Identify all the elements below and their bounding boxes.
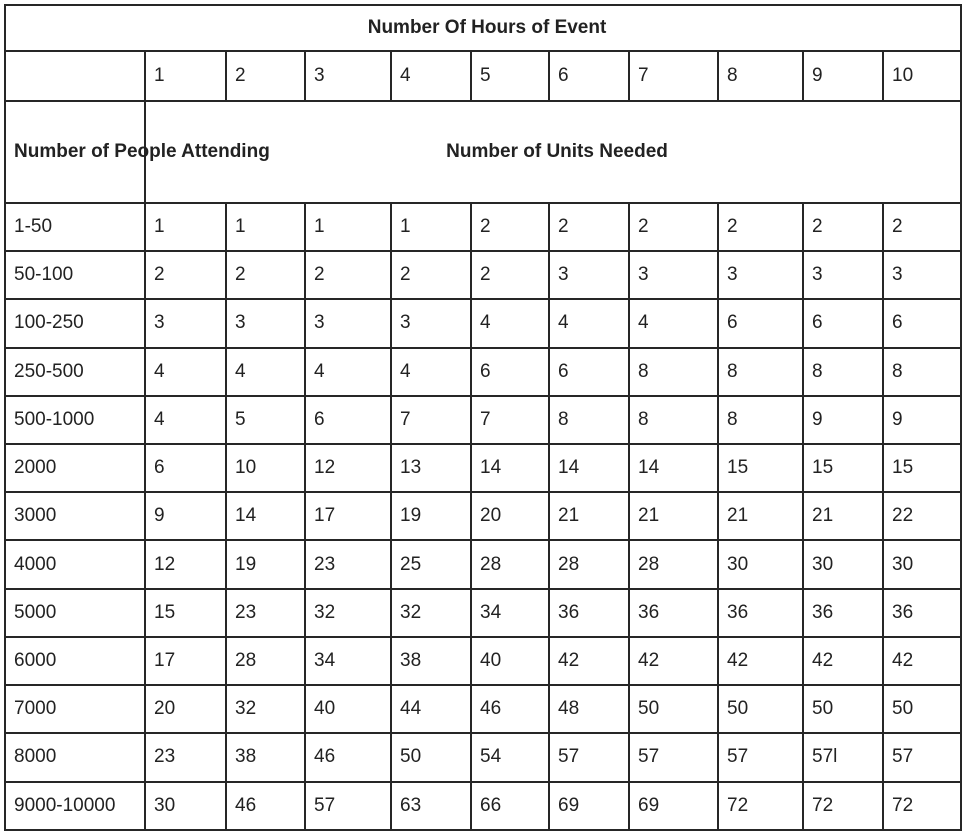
- units-cell: 8: [629, 348, 718, 396]
- corner-cell: [5, 51, 145, 101]
- units-cell: 46: [226, 782, 305, 830]
- units-cell: 4: [305, 348, 391, 396]
- units-cell: 21: [803, 492, 883, 540]
- units-cell: 3: [718, 251, 803, 299]
- units-cell: 28: [471, 540, 549, 588]
- units-needed-label: Number of Units Needed: [145, 101, 961, 202]
- units-cell: 14: [549, 444, 629, 492]
- people-range-cell: 5000: [5, 589, 145, 637]
- table-row: [5, 299, 961, 347]
- units-cell: 4: [629, 299, 718, 347]
- units-cell: 14: [629, 444, 718, 492]
- units-cell: 36: [883, 589, 961, 637]
- hour-header: 2: [226, 51, 305, 101]
- units-cell: 2: [803, 203, 883, 251]
- units-cell: 28: [629, 540, 718, 588]
- units-cell: 48: [549, 685, 629, 733]
- units-cell: 44: [391, 685, 471, 733]
- units-cell: 32: [391, 589, 471, 637]
- units-cell: 57: [549, 733, 629, 781]
- table-row: [5, 444, 961, 492]
- units-cell: 72: [803, 782, 883, 830]
- units-cell: 54: [471, 733, 549, 781]
- units-cell: 4: [391, 348, 471, 396]
- table-row: [5, 492, 961, 540]
- units-cell: 2: [391, 251, 471, 299]
- people-range-cell: 9000-10000: [5, 782, 145, 830]
- units-cell: 36: [718, 589, 803, 637]
- units-cell: 23: [145, 733, 226, 781]
- units-cell: 19: [226, 540, 305, 588]
- units-cell: 6: [883, 299, 961, 347]
- units-cell: 8: [718, 396, 803, 444]
- units-cell: 36: [549, 589, 629, 637]
- units-cell: 32: [305, 589, 391, 637]
- units-cell: 13: [391, 444, 471, 492]
- units-cell: 50: [718, 685, 803, 733]
- units-cell: 15: [883, 444, 961, 492]
- units-cell: 40: [305, 685, 391, 733]
- units-cell: 69: [549, 782, 629, 830]
- units-cell: 23: [226, 589, 305, 637]
- units-cell: 15: [803, 444, 883, 492]
- units-cell: 3: [226, 299, 305, 347]
- units-cell: 36: [803, 589, 883, 637]
- units-cell: 4: [471, 299, 549, 347]
- units-cell: 3: [145, 299, 226, 347]
- units-cell: 4: [145, 396, 226, 444]
- units-cell: 38: [226, 733, 305, 781]
- hours-header-row: [5, 51, 961, 101]
- hour-header: 8: [718, 51, 803, 101]
- units-cell: 14: [471, 444, 549, 492]
- units-cell: 3: [803, 251, 883, 299]
- units-cell: 21: [629, 492, 718, 540]
- units-cell: 15: [718, 444, 803, 492]
- hour-header: 1: [145, 51, 226, 101]
- people-range-cell: 3000: [5, 492, 145, 540]
- table-row: [5, 733, 961, 781]
- units-cell: 3: [305, 299, 391, 347]
- people-range-cell: 6000: [5, 637, 145, 685]
- table-row: [5, 251, 961, 299]
- people-range-cell: 4000: [5, 540, 145, 588]
- label-row: [5, 101, 961, 202]
- units-cell: 8: [883, 348, 961, 396]
- table-row: [5, 203, 961, 251]
- units-cell: 30: [803, 540, 883, 588]
- units-cell: 34: [305, 637, 391, 685]
- units-cell: 2: [305, 251, 391, 299]
- units-cell: 50: [803, 685, 883, 733]
- units-cell: 42: [549, 637, 629, 685]
- units-cell: 9: [145, 492, 226, 540]
- units-cell: 3: [883, 251, 961, 299]
- units-cell: 4: [549, 299, 629, 347]
- units-cell: 3: [391, 299, 471, 347]
- units-cell: 9: [803, 396, 883, 444]
- units-cell: 6: [718, 299, 803, 347]
- units-cell: 30: [883, 540, 961, 588]
- units-cell: 23: [305, 540, 391, 588]
- units-cell: 40: [471, 637, 549, 685]
- units-cell: 4: [145, 348, 226, 396]
- hour-header: 5: [471, 51, 549, 101]
- units-cell: 50: [883, 685, 961, 733]
- table-row: [5, 540, 961, 588]
- units-cell: 66: [471, 782, 549, 830]
- units-cell: 6: [145, 444, 226, 492]
- units-cell: 72: [718, 782, 803, 830]
- hour-header: 3: [305, 51, 391, 101]
- hour-header: 7: [629, 51, 718, 101]
- units-cell: 57l: [803, 733, 883, 781]
- units-cell: 9: [883, 396, 961, 444]
- hour-header: 10: [883, 51, 961, 101]
- hour-header: 4: [391, 51, 471, 101]
- units-cell: 42: [883, 637, 961, 685]
- units-cell: 1: [391, 203, 471, 251]
- units-cell: 6: [549, 348, 629, 396]
- units-cell: 8: [803, 348, 883, 396]
- hour-header: 6: [549, 51, 629, 101]
- people-range-cell: 1-50: [5, 203, 145, 251]
- units-cell: 38: [391, 637, 471, 685]
- units-cell: 2: [471, 203, 549, 251]
- units-cell: 30: [718, 540, 803, 588]
- units-cell: 2: [471, 251, 549, 299]
- units-cell: 2: [629, 203, 718, 251]
- units-cell: 19: [391, 492, 471, 540]
- units-cell: 12: [305, 444, 391, 492]
- units-cell: 32: [226, 685, 305, 733]
- units-cell: 6: [471, 348, 549, 396]
- table-row: [5, 396, 961, 444]
- units-cell: 1: [305, 203, 391, 251]
- units-cell: 42: [718, 637, 803, 685]
- units-cell: 50: [391, 733, 471, 781]
- units-cell: 2: [226, 251, 305, 299]
- units-cell: 10: [226, 444, 305, 492]
- hour-header: 9: [803, 51, 883, 101]
- units-cell: 57: [305, 782, 391, 830]
- units-cell: 46: [305, 733, 391, 781]
- units-cell: 6: [803, 299, 883, 347]
- people-range-cell: 8000: [5, 733, 145, 781]
- units-cell: 3: [549, 251, 629, 299]
- units-cell: 15: [145, 589, 226, 637]
- units-cell: 20: [145, 685, 226, 733]
- units-cell: 4: [226, 348, 305, 396]
- units-cell: 2: [883, 203, 961, 251]
- units-cell: 42: [803, 637, 883, 685]
- units-cell: 8: [629, 396, 718, 444]
- units-cell: 7: [471, 396, 549, 444]
- table-row: [5, 348, 961, 396]
- units-cell: 63: [391, 782, 471, 830]
- units-cell: 50: [629, 685, 718, 733]
- people-range-cell: 500-1000: [5, 396, 145, 444]
- table-row: [5, 637, 961, 685]
- units-cell: 57: [629, 733, 718, 781]
- units-cell: 17: [145, 637, 226, 685]
- units-cell: 21: [549, 492, 629, 540]
- units-cell: 2: [145, 251, 226, 299]
- people-range-cell: 100-250: [5, 299, 145, 347]
- units-cell: 22: [883, 492, 961, 540]
- title-row: [5, 5, 961, 51]
- table-row: [5, 782, 961, 830]
- units-cell: 20: [471, 492, 549, 540]
- units-cell: 6: [305, 396, 391, 444]
- units-cell: 72: [883, 782, 961, 830]
- units-cell: 28: [549, 540, 629, 588]
- units-cell: 69: [629, 782, 718, 830]
- units-cell: 2: [549, 203, 629, 251]
- units-cell: 42: [629, 637, 718, 685]
- units-cell: 17: [305, 492, 391, 540]
- units-cell: 1: [226, 203, 305, 251]
- table-title: Number Of Hours of Event: [5, 5, 961, 51]
- units-cell: 28: [226, 637, 305, 685]
- units-cell: 30: [145, 782, 226, 830]
- people-attending-label: Number of People Attending: [5, 101, 145, 202]
- people-range-cell: 50-100: [5, 251, 145, 299]
- units-cell: 21: [718, 492, 803, 540]
- units-cell: 1: [145, 203, 226, 251]
- units-cell: 12: [145, 540, 226, 588]
- units-cell: 46: [471, 685, 549, 733]
- table-row: [5, 685, 961, 733]
- units-cell: 5: [226, 396, 305, 444]
- units-cell: 34: [471, 589, 549, 637]
- units-cell: 8: [549, 396, 629, 444]
- table-row: [5, 589, 961, 637]
- people-range-cell: 250-500: [5, 348, 145, 396]
- units-cell: 3: [629, 251, 718, 299]
- units-cell: 14: [226, 492, 305, 540]
- units-cell: 8: [718, 348, 803, 396]
- units-needed-table: [4, 4, 962, 831]
- units-cell: 2: [718, 203, 803, 251]
- people-range-cell: 7000: [5, 685, 145, 733]
- units-cell: 36: [629, 589, 718, 637]
- units-cell: 7: [391, 396, 471, 444]
- units-cell: 25: [391, 540, 471, 588]
- units-cell: 57: [883, 733, 961, 781]
- units-cell: 57: [718, 733, 803, 781]
- people-range-cell: 2000: [5, 444, 145, 492]
